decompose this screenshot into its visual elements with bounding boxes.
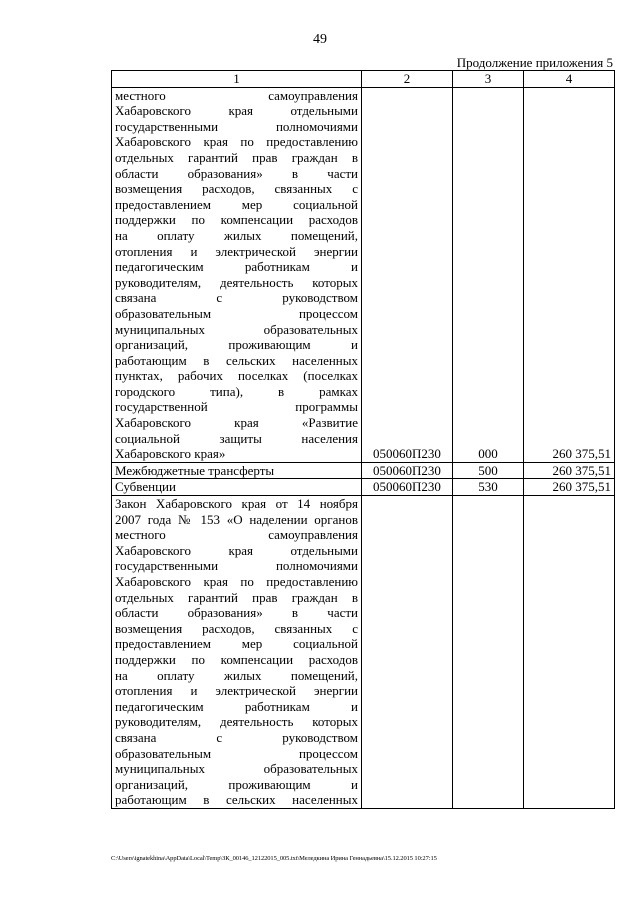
row-type: [453, 496, 524, 809]
description-line: возмещения расходов, связанных с: [115, 620, 358, 636]
description-line: Хабаровского края «Развитие: [115, 415, 358, 431]
description-line: Закон Хабаровского края от 14 ноября: [115, 496, 358, 512]
description-line: предоставлением мер социальной: [115, 636, 358, 652]
description-line: связана с руководством: [115, 729, 358, 745]
description-line: социальной защиты населения: [115, 430, 358, 446]
row-description: Межбюджетные трансферты: [112, 462, 362, 479]
description-line: Хабаровского края по предоставлению: [115, 134, 358, 150]
description-line: отопления и электрической энергии: [115, 683, 358, 699]
row-description: [112, 496, 362, 809]
row-description: Субвенции: [112, 479, 362, 496]
description-line: Хабаровского края отдельными: [115, 103, 358, 119]
description-line: 2007 года № 153 «О наделении органов: [115, 511, 358, 527]
description-line: местного самоуправления: [115, 527, 358, 543]
row-code: 050060П230: [362, 87, 453, 462]
row-description: [112, 87, 362, 462]
header-col-2: 2: [362, 71, 453, 88]
row-type: 000: [453, 87, 524, 462]
row-type: 500: [453, 462, 524, 479]
description-line: образовательным процессом: [115, 305, 358, 321]
table-row: [112, 496, 615, 809]
budget-table: [111, 70, 615, 809]
description-line: отдельных гарантий прав граждан в: [115, 589, 358, 605]
description-line: городского типа), в рамках: [115, 383, 358, 399]
description-line: местного самоуправления: [115, 87, 358, 103]
description-line: поддержки по компенсации расходов: [115, 651, 358, 667]
row-code: 050060П230: [362, 479, 453, 496]
description-line: Хабаровского края по предоставлению: [115, 574, 358, 589]
page-number: 49: [313, 32, 327, 47]
description-line: муниципальных образовательных: [115, 321, 358, 337]
description-line: пунктах, рабочих поселках (поселках: [115, 368, 358, 384]
description-line: работающим в сельских населенных: [115, 352, 358, 368]
description-line: возмещения расходов, связанных с: [115, 181, 358, 197]
description-line: работающим в сельских населенных: [115, 792, 358, 808]
description-line: педагогическим работникам и: [115, 259, 358, 275]
description-line: образовательным процессом: [115, 745, 358, 761]
row-amount: 260 375,51: [524, 462, 615, 479]
description-line: на оплату жилых помещений,: [115, 227, 358, 243]
description-line: государственными полномочиями: [115, 118, 358, 134]
description-line: Хабаровского края отдельными: [115, 542, 358, 558]
row-code: [362, 496, 453, 809]
description-line: области образования» в части: [115, 605, 358, 621]
row-amount: 260 375,51: [524, 479, 615, 496]
header-col-4: 4: [524, 71, 615, 88]
appendix-caption: Продолжение приложения 5: [456, 55, 613, 70]
table-row: [112, 87, 615, 462]
description-line: государственной программы: [115, 399, 358, 415]
description-line: отопления и электрической энергии: [115, 243, 358, 259]
row-code: 050060П230: [362, 462, 453, 479]
row-type: 530: [453, 479, 524, 496]
description-line: организаций, проживающим и: [115, 776, 358, 792]
description-line: отдельных гарантий прав граждан в: [115, 149, 358, 165]
description-line: организаций, проживающим и: [115, 337, 358, 353]
description-line: области образования» в части: [115, 165, 358, 181]
description-line: государственными полномочиями: [115, 558, 358, 574]
row-amount: 260 375,51: [524, 87, 615, 462]
description-line: руководителям, деятельность которых: [115, 274, 358, 290]
header-col-1: 1: [112, 71, 362, 88]
file-path-footer: C:\Users\ignatekhina\AppData\Local\Temp\ЗК_00146_12122015_005.txt\Меледкина Ирина Геннадьевна\15.12.2015 10:27:15: [111, 855, 437, 862]
row-amount: [524, 496, 615, 809]
description-line: Хабаровского края»: [115, 446, 226, 462]
description-line: предоставлением мер социальной: [115, 196, 358, 212]
description-line: поддержки по компенсации расходов: [115, 212, 358, 228]
table-row: [112, 479, 615, 496]
table-row: [112, 462, 615, 479]
description-line: педагогическим работникам и: [115, 698, 358, 714]
description-line: руководителям, деятельность которых: [115, 714, 358, 730]
description-line: связана с руководством: [115, 290, 358, 306]
header-col-3: 3: [453, 71, 524, 88]
description-line: муниципальных образовательных: [115, 761, 358, 777]
description-line: на оплату жилых помещений,: [115, 667, 358, 683]
table-header-row: [112, 71, 615, 88]
